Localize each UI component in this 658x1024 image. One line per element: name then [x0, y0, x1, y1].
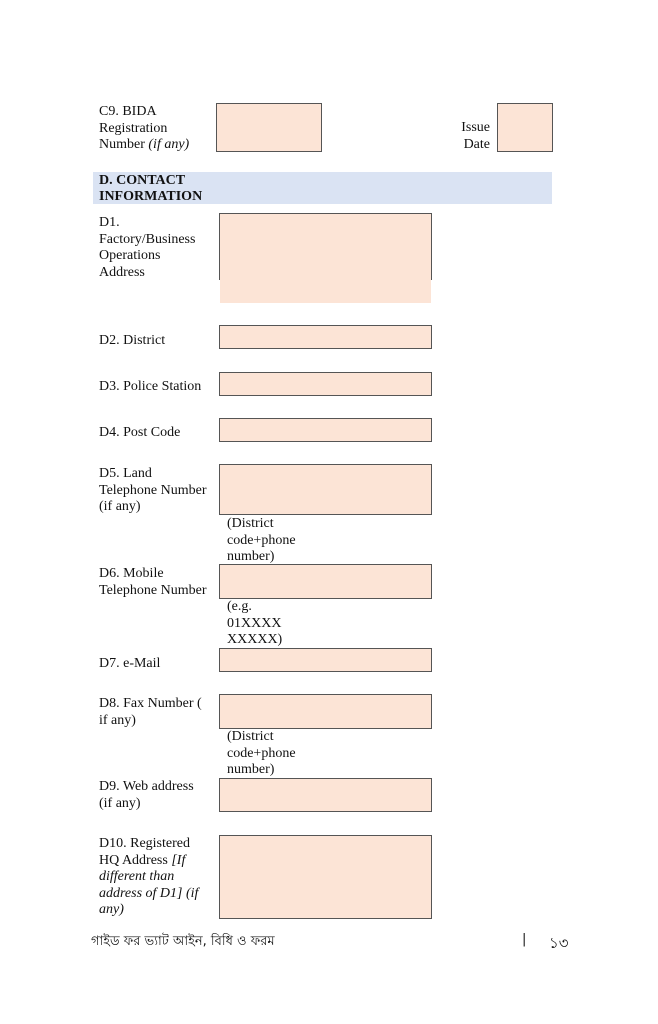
d10-label-italic-line: [99, 869, 198, 886]
d5-label-line: D5. Land: [99, 466, 152, 481]
d10-italic-text: different than: [99, 869, 175, 884]
d10-label-italic-line: [99, 886, 198, 903]
d2-label: D2. District: [99, 333, 166, 348]
d8-note-line: (District: [227, 729, 274, 744]
d8-note: [227, 729, 296, 779]
d4-post-code-field[interactable]: [219, 418, 432, 442]
d5-note-line: number): [227, 549, 275, 564]
d7-email-field[interactable]: [219, 648, 432, 672]
d10-label-italic-line: [99, 902, 198, 919]
d8-label-line: D8. Fax Number (: [99, 696, 202, 711]
d7-label: D7. e-Mail: [99, 656, 161, 671]
d3-police-station-field[interactable]: [219, 372, 432, 396]
d8-note-line: number): [227, 762, 275, 777]
c9-issue-date-label: [450, 120, 490, 153]
c9-label-line3: [99, 137, 189, 154]
section-d-title: [99, 173, 239, 204]
section-d-title-line1: D. CONTACT: [99, 173, 186, 188]
c9-label-line3-italic: (if any): [148, 137, 190, 152]
d6-note-line: 01XXXX: [227, 615, 282, 631]
section-d-title-line2: INFORMATION: [99, 188, 203, 204]
d9-label-line: D9. Web address: [99, 779, 194, 794]
footer-separator: |: [522, 932, 527, 947]
d5-label-line: Telephone Number: [99, 482, 207, 498]
d10-italic-text: address of D1] (if: [99, 885, 199, 901]
d9-label: [99, 779, 194, 812]
d10-italic-text: any): [99, 902, 124, 917]
d1-address-field[interactable]: [219, 213, 432, 280]
d5-note-line: code+phone: [227, 532, 296, 548]
d6-mobile-phone-field[interactable]: [219, 564, 432, 599]
d10-label: [99, 836, 198, 919]
d8-label: [99, 696, 202, 729]
page-number: ১৩: [549, 934, 569, 952]
d1-label-line: Operations: [99, 248, 161, 263]
d5-label-line: (if any): [99, 499, 141, 514]
d10-hq-address-field[interactable]: [219, 835, 432, 919]
d1-label: [99, 215, 195, 281]
d6-note-line: (e.g.: [227, 599, 252, 614]
d6-note: [227, 599, 282, 649]
d10-label-line2-italic: [If: [171, 852, 186, 868]
d8-label-line: if any): [99, 712, 136, 728]
d10-label-line1: D10. Registered: [99, 836, 190, 851]
section-d-header: [93, 172, 552, 204]
d6-label: [99, 566, 206, 599]
d1-label-line: Factory/Business: [99, 231, 196, 247]
d8-fax-field[interactable]: [219, 694, 432, 729]
d1-label-line: Address: [99, 264, 145, 280]
d8-note-line: code+phone: [227, 745, 296, 761]
d9-label-line: (if any): [99, 795, 141, 811]
footer-title: গাইড ফর ভ্যাট আইন, বিধি ও ফরম: [91, 934, 275, 949]
d6-note-line: XXXXX): [227, 632, 283, 647]
c9-issue-date-field[interactable]: [497, 103, 553, 152]
d6-label-line: Telephone Number: [99, 582, 207, 598]
d1-label-line: D1.: [99, 215, 120, 230]
c9-label: [99, 104, 189, 154]
d5-label: [99, 466, 206, 516]
d10-label-line2: [99, 853, 198, 870]
d6-label-line: D6. Mobile: [99, 566, 164, 581]
d5-land-phone-field[interactable]: [219, 464, 432, 515]
c9-bida-number-field[interactable]: [216, 103, 322, 152]
d2-district-field[interactable]: [219, 325, 432, 349]
d5-note: [227, 516, 296, 566]
d10-label-line2-text: HQ Address: [99, 852, 172, 868]
d9-web-address-field[interactable]: [219, 778, 432, 812]
c9-label-line3-text: Number: [99, 137, 149, 152]
c9-label-line2: Registration: [99, 120, 168, 136]
issue-date-line2: Date: [463, 136, 490, 152]
d5-note-line: (District: [227, 516, 274, 531]
d3-label: D3. Police Station: [99, 379, 202, 394]
c9-label-line1: C9. BIDA: [99, 104, 157, 119]
issue-date-line1: Issue: [461, 120, 490, 135]
d1-address-field-extension[interactable]: [220, 280, 431, 303]
d4-label: D4. Post Code: [99, 425, 181, 440]
